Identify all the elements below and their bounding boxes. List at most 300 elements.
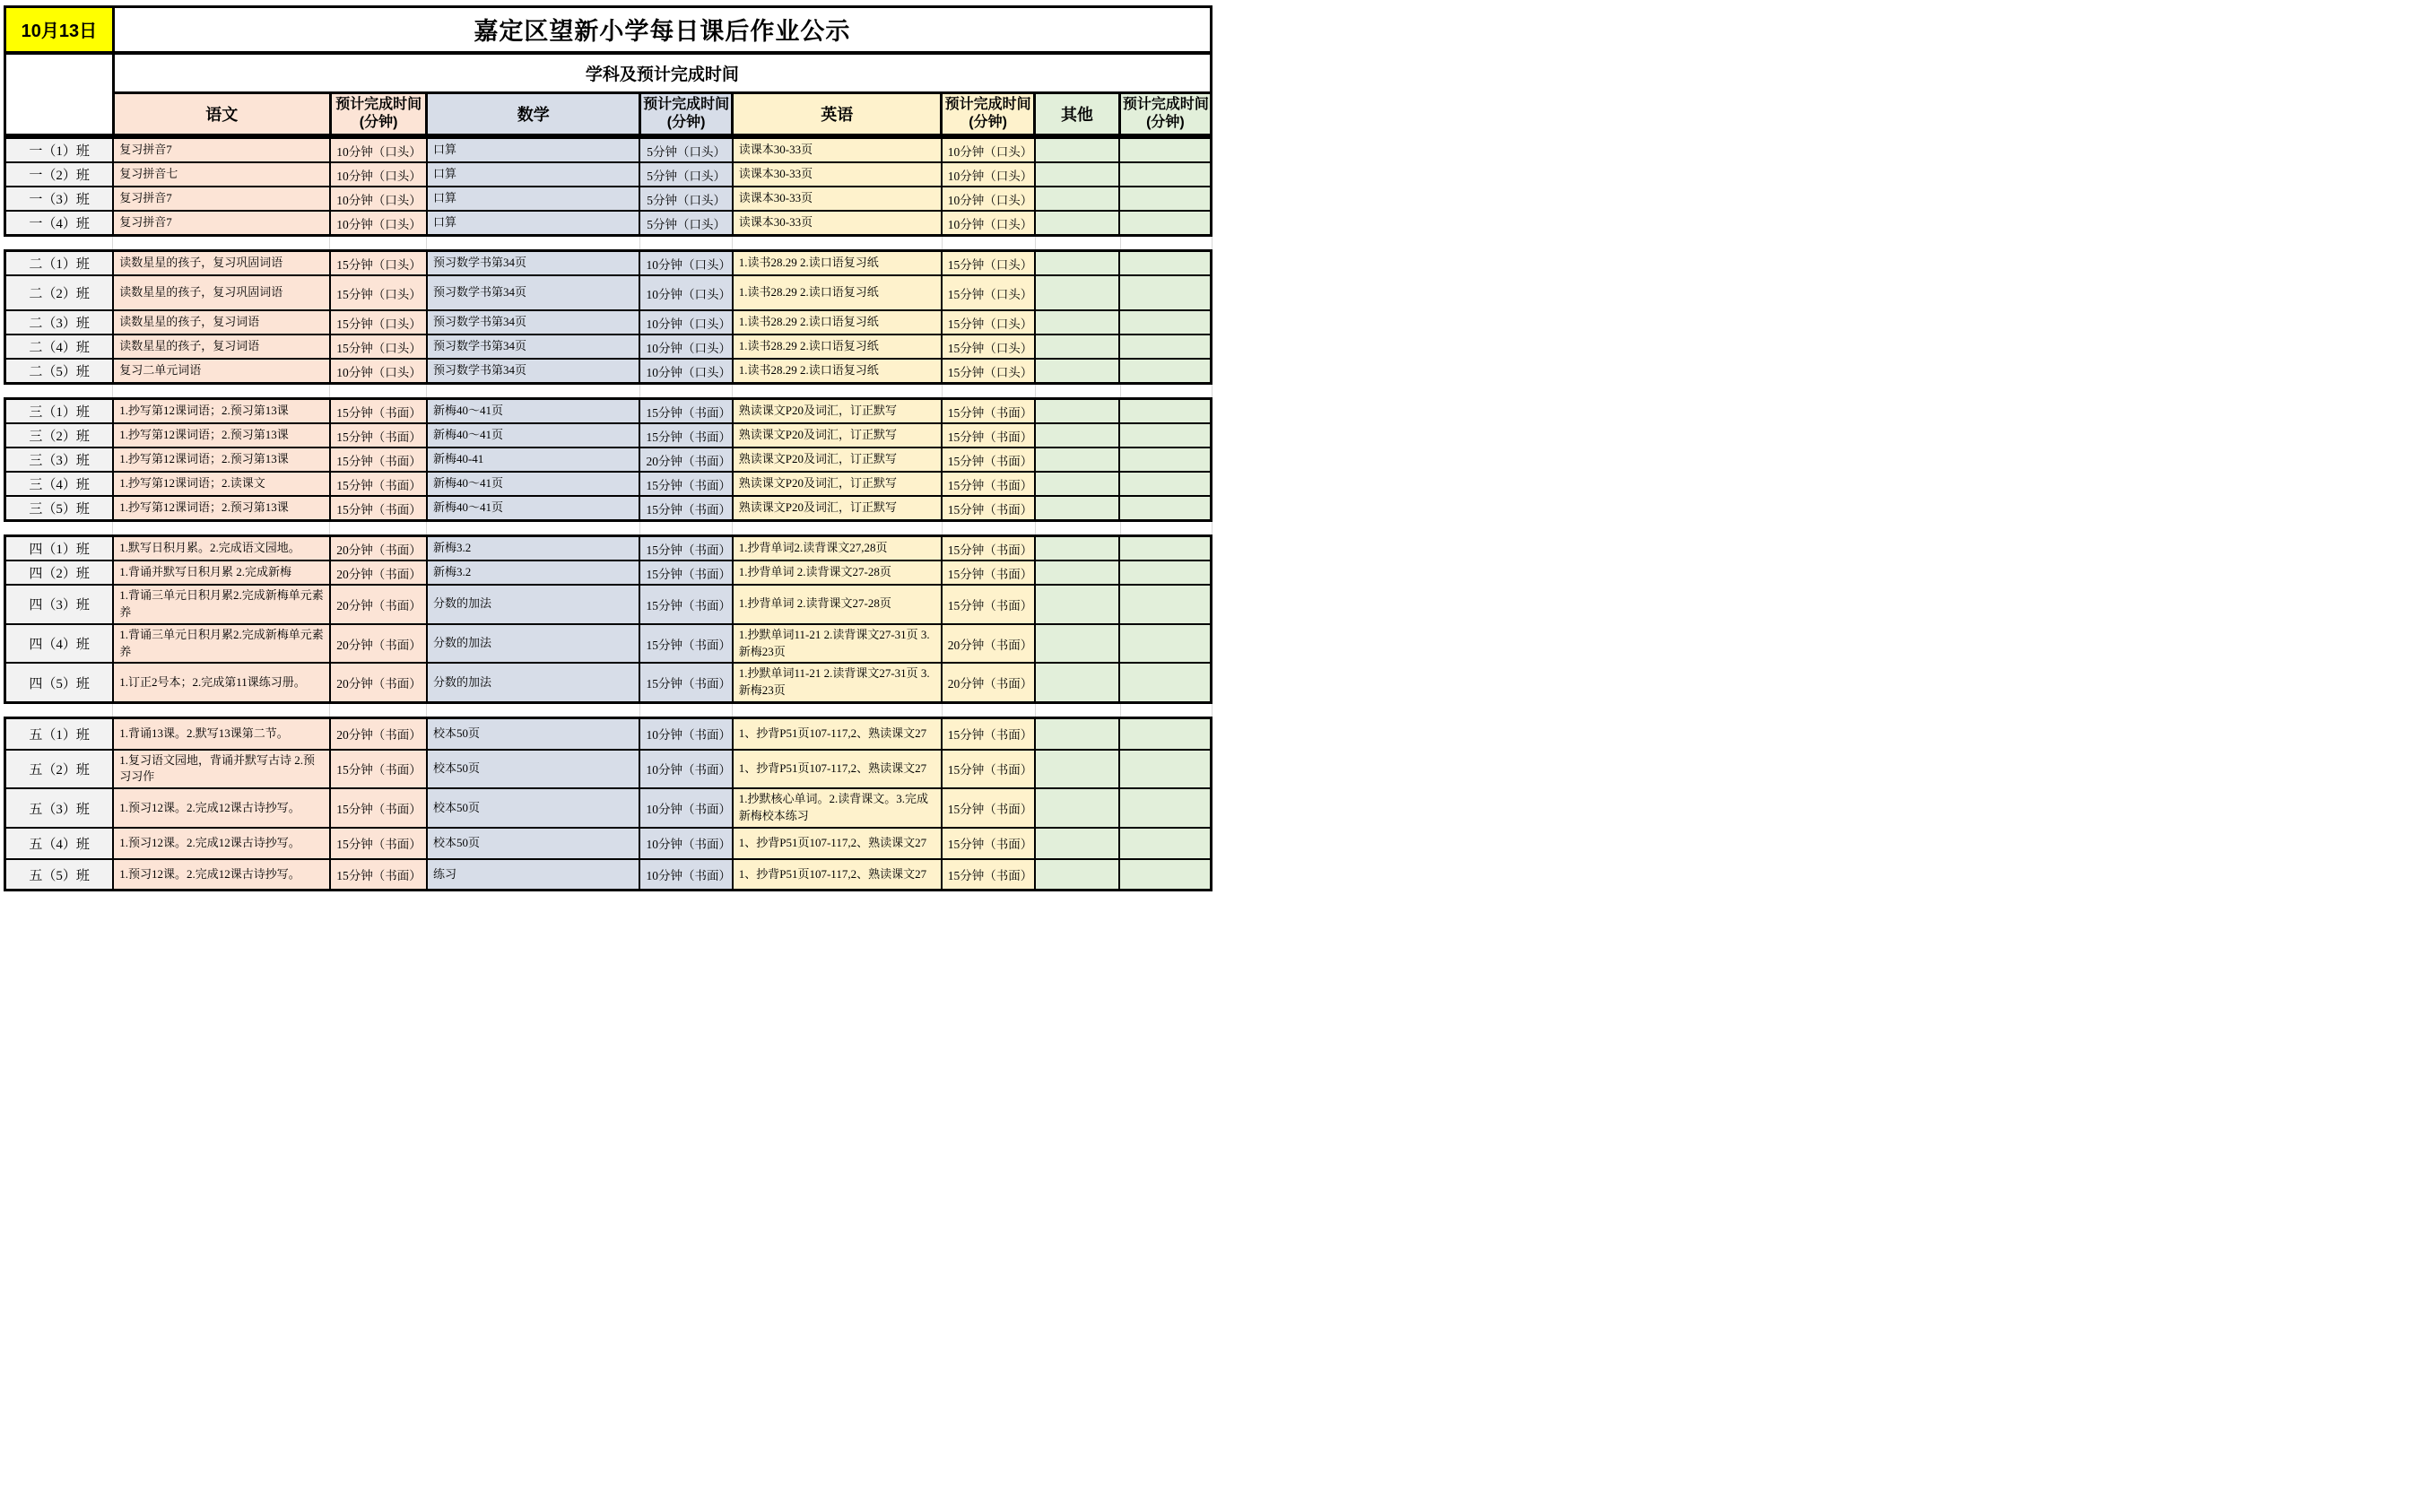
grid-gap-cell <box>112 522 329 534</box>
grid-gap-cell <box>112 385 329 397</box>
math-homework-cell: 预习数学书第34页 <box>427 335 640 359</box>
table-row <box>5 399 1212 424</box>
math-time-cell: 10分钟（书面） <box>639 828 732 859</box>
math-homework-cell: 新梅40～41页 <box>427 399 640 424</box>
chinese-homework-cell: 复习拼音7 <box>113 187 330 211</box>
other-time-cell <box>1119 162 1211 187</box>
english-time-cell: 10分钟（口头） <box>942 138 1035 163</box>
math-homework-cell: 口算 <box>427 162 640 187</box>
english-time-cell: 15分钟（书面） <box>942 423 1035 448</box>
other-time-cell <box>1119 138 1211 163</box>
chinese-homework-cell: 1.背诵并默写日积月累 2.完成新梅 <box>113 560 330 585</box>
chinese-homework-cell: 1.复习语文园地，背诵并默写古诗 2.预习习作 <box>113 750 330 789</box>
math-time-cell: 10分钟（书面） <box>639 718 732 750</box>
class-cell: 三（2）班 <box>5 423 114 448</box>
table-row <box>5 496 1212 521</box>
table-row <box>5 359 1212 384</box>
other-time-cell <box>1119 399 1211 424</box>
chinese-time-cell: 10分钟（口头） <box>330 138 427 163</box>
table-row <box>5 560 1212 585</box>
math-homework-cell: 口算 <box>427 138 640 163</box>
column-header-label: 预计完成时间 <box>643 97 730 112</box>
english-homework-cell: 1、抄背P51页107-117,2、熟读课文27 <box>733 718 942 750</box>
table-row <box>5 162 1212 187</box>
grid-gap-cell <box>639 237 732 249</box>
class-cell: 四（5）班 <box>5 663 114 702</box>
other-time-cell <box>1119 624 1211 664</box>
grade-block-table <box>4 717 1212 891</box>
class-cell: 一（4）班 <box>5 211 114 236</box>
english-time-cell: 15分钟（书面） <box>942 750 1035 789</box>
english-time-cell: 20分钟（书面） <box>942 624 1035 664</box>
chinese-homework-cell: 1.抄写第12课词语；2.预习第13课 <box>113 423 330 448</box>
english-homework-cell: 熟读课文P20及词汇，订正默写 <box>733 496 942 521</box>
english-homework-cell: 1.抄默单词11-21 2.读背课文27-31页 3.新梅23页 <box>733 663 942 702</box>
math-time-cell: 10分钟（书面） <box>639 788 732 828</box>
english-time-cell: 15分钟（口头） <box>942 251 1035 276</box>
other-homework-cell <box>1035 859 1120 891</box>
other-time-cell <box>1119 859 1211 891</box>
grid-gap-cell <box>733 704 942 717</box>
class-cell: 三（1）班 <box>5 399 114 424</box>
chinese-time-cell: 15分钟（口头） <box>330 275 427 310</box>
grid-gap-cell <box>426 522 639 534</box>
english-homework-cell: 1.抄默单词11-21 2.读背课文27-31页 3.新梅23页 <box>733 624 942 664</box>
class-cell: 五（3）班 <box>5 788 114 828</box>
english-homework-cell: 1、抄背P51页107-117,2、熟读课文27 <box>733 859 942 891</box>
grid-gap-cell <box>733 237 942 249</box>
english-time-cell: 15分钟（口头） <box>942 335 1035 359</box>
chinese-homework-cell: 读数星星的孩子，复习词语 <box>113 310 330 335</box>
table-row <box>5 187 1212 211</box>
column-header-math-time <box>639 93 732 135</box>
english-time-cell: 15分钟（书面） <box>942 585 1035 624</box>
class-cell: 四（1）班 <box>5 536 114 561</box>
other-time-cell <box>1119 663 1211 702</box>
grid-gap-cell <box>1035 385 1120 397</box>
grade-blocks <box>4 136 1216 891</box>
math-time-cell: 10分钟（口头） <box>639 251 732 276</box>
table-row <box>5 275 1212 310</box>
date-badge: 10月13日 <box>5 7 114 53</box>
chinese-homework-cell: 复习拼音7 <box>113 211 330 236</box>
column-header-sublabel: (分钟) <box>1146 115 1185 130</box>
column-header-label: 预计完成时间 <box>335 97 422 112</box>
table-row <box>5 251 1212 276</box>
chinese-homework-cell: 1.预习12课。2.完成12课古诗抄写。 <box>113 788 330 828</box>
grade-block-table <box>4 534 1212 704</box>
other-homework-cell <box>1035 399 1120 424</box>
english-time-cell: 15分钟（书面） <box>942 472 1035 496</box>
grid-gap-cell <box>1120 704 1212 717</box>
chinese-homework-cell: 读数星星的孩子，复习巩固词语 <box>113 251 330 276</box>
class-cell: 三（3）班 <box>5 448 114 472</box>
english-time-cell: 15分钟（口头） <box>942 310 1035 335</box>
chinese-time-cell: 10分钟（口头） <box>330 359 427 384</box>
math-time-cell: 10分钟（口头） <box>639 335 732 359</box>
chinese-time-cell: 15分钟（书面） <box>330 472 427 496</box>
class-cell: 二（2）班 <box>5 275 114 310</box>
math-homework-cell: 校本50页 <box>427 718 640 750</box>
english-time-cell: 10分钟（口头） <box>942 162 1035 187</box>
class-cell: 二（3）班 <box>5 310 114 335</box>
chinese-time-cell: 15分钟（口头） <box>330 310 427 335</box>
other-homework-cell <box>1035 251 1120 276</box>
other-homework-cell <box>1035 496 1120 521</box>
grade-block-table <box>4 397 1212 522</box>
grid-gap-cell <box>942 522 1035 534</box>
grid-gap-cell <box>942 704 1035 717</box>
grid-gap-cell <box>329 385 426 397</box>
english-time-cell: 15分钟（书面） <box>942 448 1035 472</box>
column-header-other <box>1035 93 1120 135</box>
table-row <box>5 335 1212 359</box>
english-time-cell: 15分钟（书面） <box>942 828 1035 859</box>
other-time-cell <box>1119 585 1211 624</box>
table-row <box>5 750 1212 789</box>
grade-separator <box>4 237 1212 249</box>
english-time-cell: 15分钟（口头） <box>942 275 1035 310</box>
table-row <box>5 211 1212 236</box>
other-time-cell <box>1119 335 1211 359</box>
table-row <box>5 423 1212 448</box>
grid-gap-cell <box>1035 237 1120 249</box>
math-time-cell: 15分钟（书面） <box>639 496 732 521</box>
chinese-time-cell: 15分钟（书面） <box>330 423 427 448</box>
table-row <box>5 138 1212 163</box>
column-header-english <box>733 93 942 135</box>
english-homework-cell: 1.读书28.29 2.读口语复习纸 <box>733 310 942 335</box>
other-time-cell <box>1119 828 1211 859</box>
chinese-homework-cell: 1.订正2号本；2.完成第11课练习册。 <box>113 663 330 702</box>
other-homework-cell <box>1035 310 1120 335</box>
other-time-cell <box>1119 211 1211 236</box>
other-homework-cell <box>1035 187 1120 211</box>
column-header-sublabel: (分钟) <box>969 115 1007 130</box>
math-homework-cell: 预习数学书第34页 <box>427 275 640 310</box>
math-homework-cell: 口算 <box>427 187 640 211</box>
column-header-label: 英语 <box>821 106 854 124</box>
english-time-cell: 15分钟（书面） <box>942 718 1035 750</box>
other-homework-cell <box>1035 624 1120 664</box>
other-time-cell <box>1119 423 1211 448</box>
other-time-cell <box>1119 310 1211 335</box>
math-time-cell: 10分钟（口头） <box>639 359 732 384</box>
math-time-cell: 10分钟（书面） <box>639 859 732 891</box>
chinese-time-cell: 15分钟（书面） <box>330 750 427 789</box>
column-header-row <box>5 93 1212 135</box>
class-cell: 二（5）班 <box>5 359 114 384</box>
math-homework-cell: 新梅3.2 <box>427 536 640 561</box>
chinese-homework-cell: 1.抄写第12课词语；2.预习第13课 <box>113 399 330 424</box>
grid-gap-cell <box>942 237 1035 249</box>
other-time-cell <box>1119 472 1211 496</box>
math-time-cell: 15分钟（书面） <box>639 560 732 585</box>
grid-gap-cell <box>1035 522 1120 534</box>
math-time-cell: 15分钟（书面） <box>639 472 732 496</box>
math-time-cell: 10分钟（口头） <box>639 310 732 335</box>
math-time-cell: 5分钟（口头） <box>639 162 732 187</box>
other-time-cell <box>1119 275 1211 310</box>
chinese-homework-cell: 1.默写日积月累。2.完成语文园地。 <box>113 536 330 561</box>
english-homework-cell: 1、抄背P51页107-117,2、熟读课文27 <box>733 750 942 789</box>
table-row <box>5 788 1212 828</box>
other-time-cell <box>1119 536 1211 561</box>
math-homework-cell: 分数的加法 <box>427 585 640 624</box>
table-row <box>5 828 1212 859</box>
math-time-cell: 5分钟（口头） <box>639 138 732 163</box>
math-homework-cell: 预习数学书第34页 <box>427 310 640 335</box>
homework-announcement-sheet <box>0 0 1216 900</box>
other-time-cell <box>1119 187 1211 211</box>
class-cell: 二（4）班 <box>5 335 114 359</box>
column-header-label: 数学 <box>517 106 550 124</box>
chinese-time-cell: 10分钟（口头） <box>330 187 427 211</box>
math-homework-cell: 新梅40～41页 <box>427 496 640 521</box>
grade-block-table <box>4 249 1212 385</box>
chinese-homework-cell: 复习二单元词语 <box>113 359 330 384</box>
math-homework-cell: 新梅40～41页 <box>427 423 640 448</box>
english-homework-cell: 1、抄背P51页107-117,2、熟读课文27 <box>733 828 942 859</box>
english-time-cell: 20分钟（书面） <box>942 663 1035 702</box>
english-homework-cell: 熟读课文P20及词汇，订正默写 <box>733 448 942 472</box>
chinese-time-cell: 20分钟（书面） <box>330 560 427 585</box>
chinese-time-cell: 15分钟（口头） <box>330 251 427 276</box>
page-title: 嘉定区望新小学每日课后作业公示 <box>113 7 1211 53</box>
english-time-cell: 15分钟（书面） <box>942 399 1035 424</box>
english-homework-cell: 读课本30-33页 <box>733 138 942 163</box>
title-row <box>5 7 1212 53</box>
other-homework-cell <box>1035 472 1120 496</box>
english-homework-cell: 1.抄背单词 2.读背课文27-28页 <box>733 560 942 585</box>
other-homework-cell <box>1035 359 1120 384</box>
table-row <box>5 624 1212 664</box>
table-row <box>5 585 1212 624</box>
math-homework-cell: 校本50页 <box>427 750 640 789</box>
english-time-cell: 10分钟（口头） <box>942 211 1035 236</box>
english-time-cell: 15分钟（口头） <box>942 359 1035 384</box>
grid-gap-cell <box>4 385 112 397</box>
grid-gap-cell <box>4 237 112 249</box>
chinese-time-cell: 15分钟（书面） <box>330 859 427 891</box>
math-time-cell: 5分钟（口头） <box>639 187 732 211</box>
chinese-time-cell: 15分钟（书面） <box>330 399 427 424</box>
english-time-cell: 10分钟（口头） <box>942 187 1035 211</box>
other-time-cell <box>1119 496 1211 521</box>
grid-gap-cell <box>4 522 112 534</box>
chinese-homework-cell: 1.抄写第12课词语；2.读课文 <box>113 472 330 496</box>
math-time-cell: 15分钟（书面） <box>639 624 732 664</box>
chinese-time-cell: 20分钟（书面） <box>330 718 427 750</box>
table-row <box>5 536 1212 561</box>
other-homework-cell <box>1035 585 1120 624</box>
chinese-homework-cell: 1.抄写第12课词语；2.预习第13课 <box>113 496 330 521</box>
english-time-cell: 15分钟（书面） <box>942 560 1035 585</box>
chinese-time-cell: 15分钟（书面） <box>330 496 427 521</box>
math-time-cell: 20分钟（书面） <box>639 448 732 472</box>
english-homework-cell: 熟读课文P20及词汇，订正默写 <box>733 423 942 448</box>
grid-gap-cell <box>639 385 732 397</box>
grid-gap-cell <box>942 385 1035 397</box>
class-cell: 四（2）班 <box>5 560 114 585</box>
column-header-chinese-time <box>330 93 427 135</box>
english-homework-cell: 1.抄背单词 2.读背课文27-28页 <box>733 585 942 624</box>
corner-cell <box>5 53 114 135</box>
grid-gap-cell <box>4 704 112 717</box>
math-homework-cell: 预习数学书第34页 <box>427 359 640 384</box>
math-time-cell: 15分钟（书面） <box>639 423 732 448</box>
english-homework-cell: 1.读书28.29 2.读口语复习纸 <box>733 251 942 276</box>
grid-gap-cell <box>329 704 426 717</box>
english-time-cell: 15分钟（书面） <box>942 859 1035 891</box>
table-row <box>5 859 1212 891</box>
other-homework-cell <box>1035 828 1120 859</box>
math-homework-cell: 分数的加法 <box>427 624 640 664</box>
math-homework-cell: 校本50页 <box>427 788 640 828</box>
class-cell: 三（5）班 <box>5 496 114 521</box>
math-time-cell: 10分钟（口头） <box>639 275 732 310</box>
other-time-cell <box>1119 718 1211 750</box>
grid-gap-cell <box>329 237 426 249</box>
math-time-cell: 10分钟（书面） <box>639 750 732 789</box>
math-time-cell: 15分钟（书面） <box>639 663 732 702</box>
grid-gap-cell <box>733 522 942 534</box>
grid-gap-cell <box>1120 237 1212 249</box>
grid-gap-cell <box>639 522 732 534</box>
grid-gap-cell <box>426 385 639 397</box>
math-homework-cell: 口算 <box>427 211 640 236</box>
chinese-homework-cell: 1.背诵三单元日积月累2.完成新梅单元素养 <box>113 624 330 664</box>
chinese-homework-cell: 1.预习12课。2.完成12课古诗抄写。 <box>113 828 330 859</box>
math-homework-cell: 分数的加法 <box>427 663 640 702</box>
class-cell: 四（3）班 <box>5 585 114 624</box>
column-header-other-time <box>1119 93 1211 135</box>
other-homework-cell <box>1035 536 1120 561</box>
chinese-time-cell: 20分钟（书面） <box>330 624 427 664</box>
grid-gap-cell <box>112 704 329 717</box>
chinese-time-cell: 15分钟（书面） <box>330 788 427 828</box>
class-cell: 五（5）班 <box>5 859 114 891</box>
chinese-homework-cell: 1.抄写第12课词语；2.预习第13课 <box>113 448 330 472</box>
table-row <box>5 472 1212 496</box>
other-homework-cell <box>1035 718 1120 750</box>
grade-separator <box>4 522 1212 534</box>
other-homework-cell <box>1035 335 1120 359</box>
column-header-sublabel: (分钟) <box>359 115 398 130</box>
grid-gap-cell <box>1035 704 1120 717</box>
other-time-cell <box>1119 251 1211 276</box>
english-homework-cell: 熟读课文P20及词汇，订正默写 <box>733 399 942 424</box>
other-time-cell <box>1119 750 1211 789</box>
other-homework-cell <box>1035 162 1120 187</box>
subtitle: 学科及预计完成时间 <box>113 53 1211 93</box>
english-homework-cell: 1.抄默核心单词。2.读背课文。3.完成新梅校本练习 <box>733 788 942 828</box>
column-header-label: 其他 <box>1060 106 1093 124</box>
math-homework-cell: 新梅3.2 <box>427 560 640 585</box>
class-cell: 一（3）班 <box>5 187 114 211</box>
other-time-cell <box>1119 560 1211 585</box>
class-cell: 五（1）班 <box>5 718 114 750</box>
other-homework-cell <box>1035 448 1120 472</box>
english-time-cell: 15分钟（书面） <box>942 788 1035 828</box>
chinese-homework-cell: 1.背诵三单元日积月累2.完成新梅单元素养 <box>113 585 330 624</box>
chinese-time-cell: 10分钟（口头） <box>330 211 427 236</box>
chinese-time-cell: 20分钟（书面） <box>330 585 427 624</box>
math-homework-cell: 预习数学书第34页 <box>427 251 640 276</box>
chinese-time-cell: 20分钟（书面） <box>330 536 427 561</box>
english-time-cell: 15分钟（书面） <box>942 496 1035 521</box>
english-homework-cell: 1.抄背单词2.读背课文27,28页 <box>733 536 942 561</box>
column-header-label: 语文 <box>205 106 239 124</box>
math-time-cell: 15分钟（书面） <box>639 585 732 624</box>
class-cell: 一（2）班 <box>5 162 114 187</box>
class-cell: 二（1）班 <box>5 251 114 276</box>
other-homework-cell <box>1035 275 1120 310</box>
other-homework-cell <box>1035 560 1120 585</box>
table-row <box>5 663 1212 702</box>
grade-block-table <box>4 136 1212 237</box>
grid-gap-cell <box>1120 522 1212 534</box>
english-homework-cell: 1.读书28.29 2.读口语复习纸 <box>733 359 942 384</box>
grid-gap-cell <box>639 704 732 717</box>
math-homework-cell: 校本50页 <box>427 828 640 859</box>
math-homework-cell: 新梅40-41 <box>427 448 640 472</box>
chinese-time-cell: 15分钟（口头） <box>330 335 427 359</box>
chinese-time-cell: 20分钟（书面） <box>330 663 427 702</box>
column-header-label: 预计完成时间 <box>944 97 1031 112</box>
chinese-homework-cell: 复习拼音7 <box>113 138 330 163</box>
grid-gap-cell <box>329 522 426 534</box>
subtitle-row <box>5 53 1212 93</box>
column-header-sublabel: (分钟) <box>666 115 706 130</box>
english-homework-cell: 1.读书28.29 2.读口语复习纸 <box>733 275 942 310</box>
english-homework-cell: 读课本30-33页 <box>733 211 942 236</box>
chinese-homework-cell: 1.预习12课。2.完成12课古诗抄写。 <box>113 859 330 891</box>
column-header-chinese <box>113 93 330 135</box>
other-time-cell <box>1119 448 1211 472</box>
english-homework-cell: 读课本30-33页 <box>733 162 942 187</box>
english-homework-cell: 读课本30-33页 <box>733 187 942 211</box>
math-homework-cell: 新梅40～41页 <box>427 472 640 496</box>
class-cell: 五（4）班 <box>5 828 114 859</box>
math-time-cell: 15分钟（书面） <box>639 536 732 561</box>
class-cell: 四（4）班 <box>5 624 114 664</box>
other-homework-cell <box>1035 788 1120 828</box>
math-homework-cell: 练习 <box>427 859 640 891</box>
math-time-cell: 15分钟（书面） <box>639 399 732 424</box>
class-cell: 一（1）班 <box>5 138 114 163</box>
grid-gap-cell <box>733 385 942 397</box>
other-time-cell <box>1119 788 1211 828</box>
table-row <box>5 448 1212 472</box>
english-homework-cell: 熟读课文P20及词汇，订正默写 <box>733 472 942 496</box>
grid-gap-cell <box>426 237 639 249</box>
table-row <box>5 310 1212 335</box>
header-table <box>4 5 1212 136</box>
english-homework-cell: 1.读书28.29 2.读口语复习纸 <box>733 335 942 359</box>
chinese-homework-cell: 1.背诵13课。2.默写13课第二节。 <box>113 718 330 750</box>
class-cell: 三（4）班 <box>5 472 114 496</box>
chinese-homework-cell: 读数星星的孩子，复习巩固词语 <box>113 275 330 310</box>
other-time-cell <box>1119 359 1211 384</box>
english-time-cell: 15分钟（书面） <box>942 536 1035 561</box>
other-homework-cell <box>1035 750 1120 789</box>
chinese-homework-cell: 读数星星的孩子，复习词语 <box>113 335 330 359</box>
grid-gap-cell <box>112 237 329 249</box>
chinese-time-cell: 15分钟（书面） <box>330 828 427 859</box>
table-row <box>5 718 1212 750</box>
math-time-cell: 5分钟（口头） <box>639 211 732 236</box>
